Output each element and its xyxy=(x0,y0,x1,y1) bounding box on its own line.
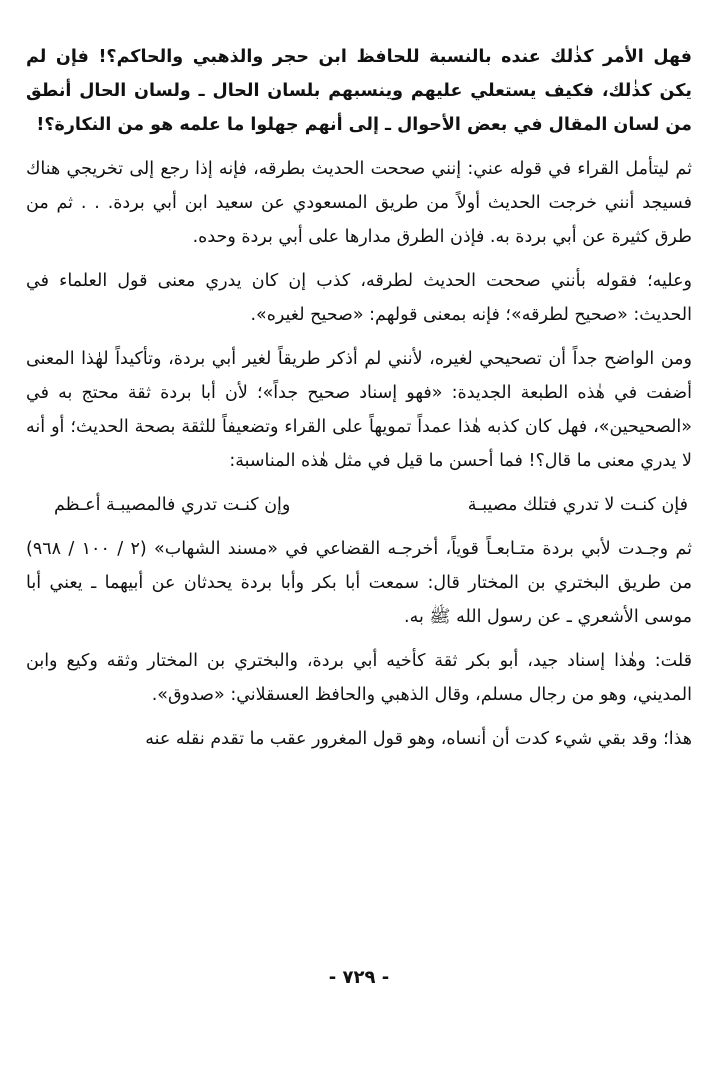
verse-first-hemistich: فإن كنـت لا تدري فتلك مصيبـة xyxy=(467,495,688,515)
verse-second-hemistich: وإن كنـت تدري فالمصيبـة أعـظم xyxy=(54,495,291,515)
page-number: - ٧٢٩ - xyxy=(328,967,390,988)
paragraph-1-text: فهل الأمر كذٰلك عنده بالنسبة للحافظ ابن حجر والذهبي والحاكم؟! فإن لم يكن كذٰلك، فكيف يستعلي عليهم وينسبهم بلسان الحال ـ ولسان الحال أنطق من لسان المقال في بعض الأحوال ـ إلى أنهم جهلوا ما علمه هو من النكارة؟! xyxy=(26,47,692,135)
page-body xyxy=(26,40,692,766)
paragraph-2: ثم ليتأمل القراء في قوله عني: إنني صححت الحديث بطرقه، فإنه إذا رجع إلى تخريجي هناك فسيجد أنني خرجت الحديث أولاً من طريق المسعودي عن سعيد ابن أبي بردة. . . ثم من طرق كثيرة عن أبي بردة به. فإذن الطرق مدارها على أبي بردة وحده. xyxy=(26,159,692,247)
paragraph-6: قلت: وهٰذا إسناد جيد، أبو بكر ثقة كأخيه أبي بردة، والبختري بن المختار وثقه وكيع وابن المديني، وهو من رجال مسلم، وقال الذهبي والحافظ العسقلاني: «صدوق». xyxy=(26,651,692,705)
paragraph-7: هذا؛ وقد بقي شيء كدت أن أنساه، وهو قول المغرور عقب ما تقدم نقله عنه xyxy=(145,729,692,749)
paragraph-1 xyxy=(26,40,692,142)
paragraph-3: وعليه؛ فقوله بأنني صححت الحديث لطرقه، كذب إن كان يدري معنى قول العلماء في الحديث: «صحيح لطرقه»؛ فإنه بمعنى قولهم: «صحيح لغيره». xyxy=(26,271,692,325)
poetry-verse xyxy=(26,488,692,522)
paragraph-5: ثم وجـدت لأبي بردة متـابعـاً قوياً، أخرجـه القضاعي في «مسند الشهاب» (٢ / ١٠٠ / ٩٦٨) من طريق البختري بن المختار قال: سمعت أبا بكر وأبا بردة يحدثان عن أبيهما ـ يعني أبا موسى الأشعري ـ عن رسول الله ﷺ به. xyxy=(26,539,692,627)
paragraph-4: ومن الواضح جداً أن تصحيحي لغيره، لأنني لم أذكر طريقاً لغير أبي بردة، وتأكيداً لهٰذا المعنى أضفت في هٰذه الطبعة الجديدة: «فهو إسناد صحيح جداً»؛ لأن أبا بردة ثقة محتج به في «الصحيحين»، فهل كان كذبه هٰذا عمداً تمويهاً على القراء وتضعيفاً للثقة بصحة الحديث؛ أو أنه لا يدري معنى ما قال؟! فما أحسن ما قيل في مثل هٰذه المناسبة: xyxy=(26,349,692,471)
